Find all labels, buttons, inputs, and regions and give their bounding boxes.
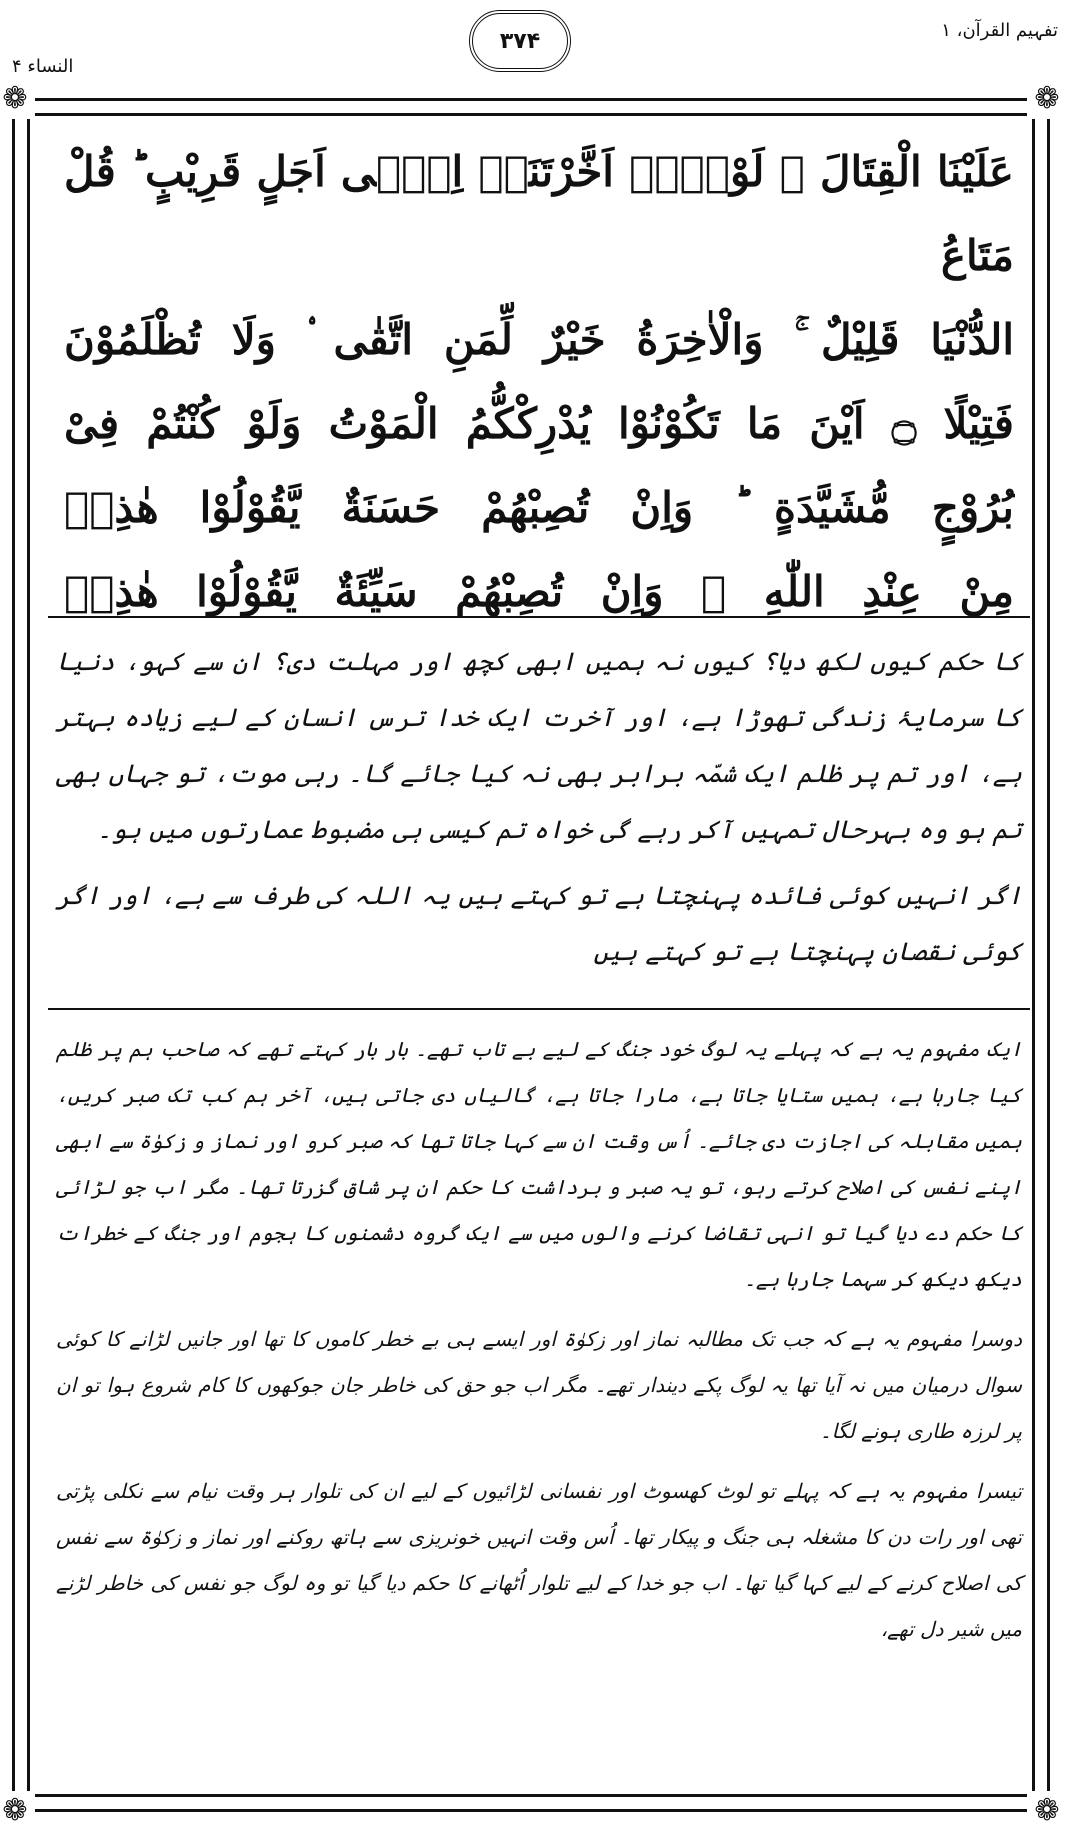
arabic-line: مِنْ عِنْدِ اللّٰهِ ۚ وَاِنْ تُصِبْهُمْ سَيِّئَةٌ يَّقُوْلُوْا هٰذِهٖ	[64, 567, 1014, 616]
corner-ornament-icon: ❁	[0, 1791, 35, 1831]
corner-ornament-icon: ❁	[0, 79, 35, 119]
corner-ornament-icon: ❁	[1027, 79, 1067, 119]
page-content	[48, 118, 1030, 1798]
translation-block	[48, 618, 1030, 1010]
footnote-paragraph: ایک مفہوم یہ ہے کہ پہلے یہ لوگ خود جنگ کے لیے بے تاب تھے۔ بار بار کہتے تھے کہ صاحب ہم پر ظلم کیا جارہا ہے، ہمیں ستایا جاتا ہے، مارا جاتا ہے، گالیاں دی جاتی ہیں، آخر ہم کب تک صبر کریں، ہمیں مقابلہ کی اجازت دی جائے۔ اُس وقت ان سے کہا جاتا تھا کہ صبر کرو اور نماز و زکوٰۃ سے ابھی اپنے نفس کی اصلاح کرتے رہو، تو یہ صبر و برداشت کا حکم ان پر شاق گزرتا تھا۔ مگر اب جو لڑائی کا حکم دے دیا گیا تو انہی تقاضا کرنے والوں میں سے ایک گروہ دشمنوں کا ہجوم اور جنگ کے خطرات دیکھ دیکھ کر سہما جارہا ہے۔	[56, 1037, 1022, 1291]
page-header	[0, 0, 1078, 80]
arabic-line: عَلَيْنَا الْقِتَالَ ۚ لَوْلَاۤ اَخَّرْتَنَاۤ اِلٰۤى اَجَلٍ قَرِيْبٍ ؕ قُلْ مَتَاعُ	[64, 147, 1014, 280]
arabic-text-block	[48, 118, 1030, 618]
book-title: تفہیم القرآن، ۱	[941, 20, 1058, 41]
page-number-medallion: ۳۷۴	[469, 10, 571, 72]
translation-paragraph: کا حکم کیوں لکھ دیا؟ کیوں نہ ہمیں ابھی کچھ اور مہلت دی؟ ان سے کہو، دنیا کا سرمایۂ زندگی تھوڑا ہے، اور آخرت ایک خدا ترس انسان کے لیے زیادہ بہتر ہے، اور تم پر ظلم ایک شمّہ برابر بھی نہ کیا جائے گا۔ رہی موت، تو جہاں بھی تم ہو وہ بہرحال تمہیں آکر رہے گی خواہ تم کیسی ہی مضبوط عمارتوں میں ہو۔	[56, 647, 1022, 844]
surah-name: النساء ۴	[12, 56, 74, 77]
corner-ornament-icon: ❁	[1027, 1791, 1067, 1831]
footnote-paragraph: دوسرا مفہوم یہ ہے کہ جب تک مطالبہ نماز اور زکوٰۃ اور ایسے ہی بے خطر کاموں کا تھا اور جانیں لڑانے کا کوئی سوال درمیان میں نہ آیا تھا یہ لوگ پکے دیندار تھے۔ مگر اب جو حق کی خاطر جان جوکھوں کا کام شروع ہوا تو ان پر لرزہ طاری ہونے لگا۔	[56, 1327, 1022, 1443]
footnote-paragraph: تیسرا مفہوم یہ ہے کہ پہلے تو لوٹ کھسوٹ اور نفسانی لڑائیوں کے لیے ان کی تلوار ہر وقت نیام سے نکلی پڑتی تھی اور رات دن کا مشغلہ ہی جنگ و پیکار تھا۔ اُس وقت انہیں خونریزی سے ہاتھ روکنے اور نماز و زکوٰۃ سے نفس کی اصلاح کرنے کے لیے کہا گیا تھا۔ اب جو خدا کے لیے تلوار اُٹھانے کا حکم دیا گیا تو وہ لوگ جو نفس کی خاطر لڑنے میں شیر دل تھے،	[56, 1479, 1022, 1641]
arabic-line: بُرُوْجٍ مُّشَيَّدَةٍ ؕ وَاِنْ تُصِبْهُمْ حَسَنَةٌ يَّقُوْلُوْا هٰذِهٖ	[64, 483, 1014, 532]
translation-paragraph: اگر انہیں کوئی فائدہ پہنچتا ہے تو کہتے ہیں یہ اللہ کی طرف سے ہے، اور اگر کوئی نقصان پہنچتا ہے تو کہتے ہیں	[56, 881, 1022, 966]
arabic-line: فَتِيْلًا ۝ اَيْنَ مَا تَكُوْنُوْا يُدْرِكْكُّمُ الْمَوْتُ وَلَوْ كُنْتُمْ فِىْ	[64, 399, 1014, 448]
arabic-line: الدُّنْيَا قَلِيْلٌ ۚ وَالْاٰخِرَةُ خَيْرٌ لِّمَنِ اتَّقٰى ۟ وَلَا تُظْلَمُوْنَ	[64, 315, 1014, 364]
footnotes-block	[48, 1010, 1030, 1652]
